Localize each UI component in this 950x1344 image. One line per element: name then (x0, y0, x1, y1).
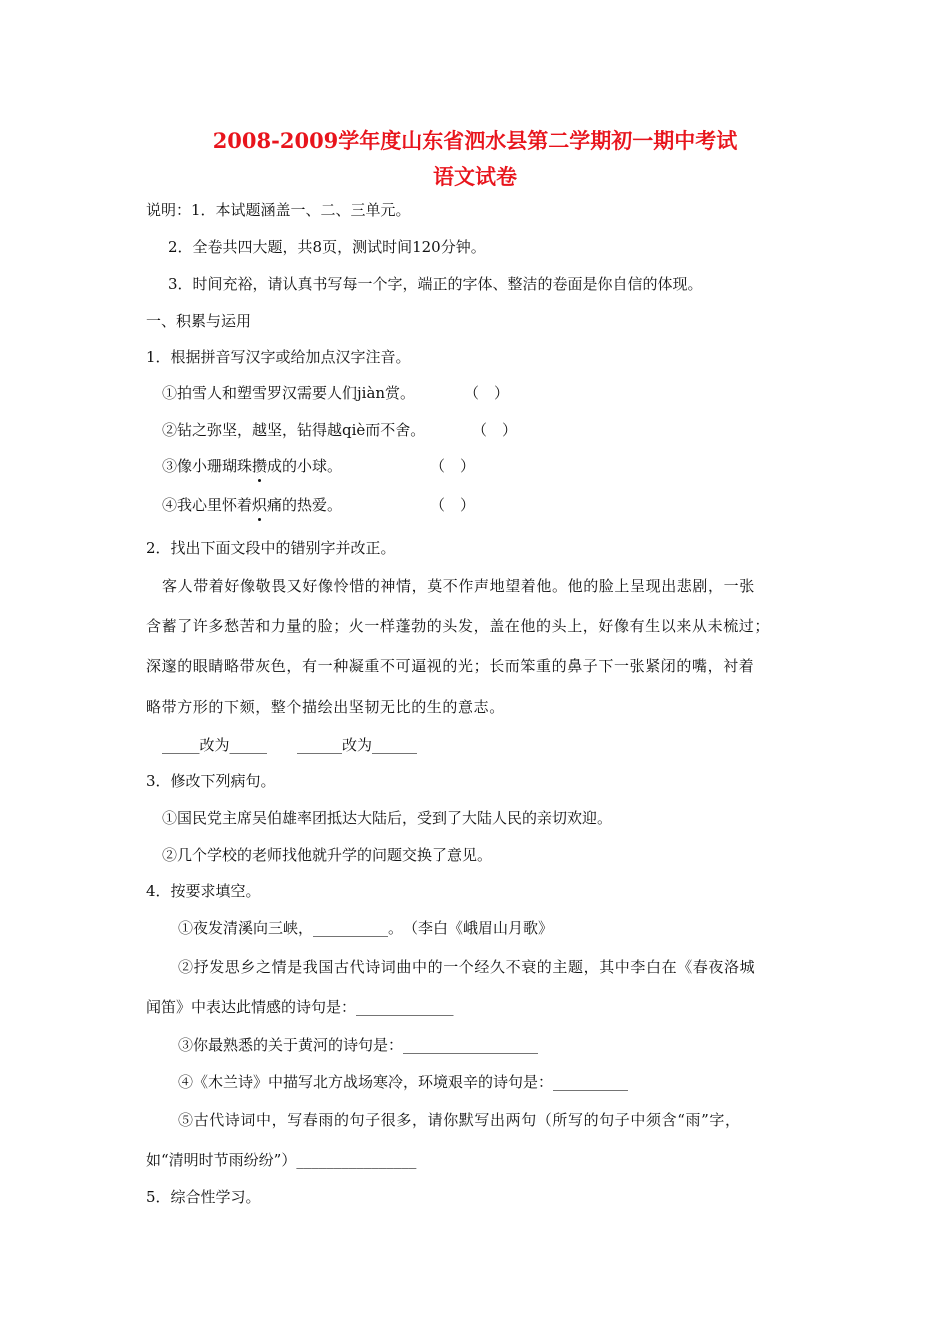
exam-subtitle: 语文试卷 (433, 164, 517, 189)
q4-prompt: 4．按要求填空。 (146, 882, 261, 900)
q1-item-3-text-a: ③像小珊瑚珠 (162, 457, 253, 475)
q1-item-1: ①拍雪人和塑雪罗汉需要人们jiàn赏。 (162, 384, 416, 402)
q1-item-4-text-b: 痛的热爱。 (267, 496, 343, 514)
dotted-character: 炽 (252, 496, 268, 514)
q1-answer-paren-4: （ ） (430, 496, 476, 514)
note-1: 说明：1．本试题涵盖一、二、三单元。 (146, 201, 411, 219)
q2-passage-line-2: 含蓄了许多愁苦和力量的脸；火一样蓬勃的头发，盖在他的头上，好像有生以来从未梳过； (146, 617, 771, 635)
q1-item-4-text-a: ④我心里怀着 (162, 496, 253, 514)
q5-prompt: 5．综合性学习。 (146, 1188, 261, 1206)
q2-passage-line-1: 客人带着好像敬畏又好像怜惜的神情，莫不作声地望着他。他的脸上呈现出悲剧，一张 (162, 577, 755, 595)
q4-item-3: ③你最熟悉的关于黄河的诗句是：__________________ (178, 1036, 539, 1054)
note-3: 3．时间充裕，请认真书写每一个字，端正的字体、整洁的卷面是你自信的体现。 (168, 275, 703, 293)
dotted-character: 攒 (252, 457, 268, 475)
q1-answer-paren-3: （ ） (430, 457, 476, 475)
q1-item-4 (162, 495, 342, 515)
q2-answer-blanks: _____改为_____ ______改为______ (162, 736, 418, 754)
q2-prompt: 2．找出下面文段中的错别字并改正。 (146, 539, 396, 557)
note-2: 2．全卷共四大题，共8页，测试时间120分钟。 (168, 238, 486, 256)
q4-item-2-line-2: 闻笛》中表达此情感的诗句是：_____________ (146, 998, 454, 1016)
q4-item-5-line-1: ⑤古代诗词中，写春雨的句子很多，请你默写出两句（所写的句子中须含“雨”字， (178, 1111, 741, 1129)
q1-item-3-text-b: 成的小球。 (267, 457, 343, 475)
q4-item-5-line-2: 如“清明时节雨纷纷”）________________ (146, 1151, 417, 1169)
q3-item-2: ②几个学校的老师找他就升学的问题交换了意见。 (162, 846, 493, 864)
q1-item-3 (162, 456, 342, 476)
q2-passage-line-3: 深邃的眼睛略带灰色，有一种凝重不可逼视的光；长而笨重的鼻子下一张紧闭的嘴，衬着 (146, 657, 755, 675)
q4-item-1: ①夜发清溪向三峡，__________。 （李白《峨眉山月歌》 (178, 919, 554, 937)
q1-answer-paren-2: （ ） (472, 421, 518, 439)
q2-passage-line-4: 略带方形的下颏，整个描绘出坚韧无比的生的意志。 (146, 698, 505, 716)
q1-answer-paren-1: （ ） (464, 384, 510, 402)
section-heading: 一、积累与运用 (146, 312, 252, 330)
q4-item-2-line-1: ②抒发思乡之情是我国古代诗词曲中的一个经久不衰的主题，其中李白在《春夜洛城 (178, 958, 756, 976)
q3-prompt: 3．修改下列病句。 (146, 772, 276, 790)
exam-title: 2008-2009学年度山东省泗水县第二学期初一期中考试 (212, 128, 738, 153)
q1-prompt: 1．根据拼音写汉字或给加点汉字注音。 (146, 348, 411, 366)
q1-item-2: ②钻之弥坚，越坚，钻得越qiè而不舍。 (162, 421, 426, 439)
q4-item-4: ④《木兰诗》中描写北方战场寒冷，环境艰辛的诗句是：__________ (178, 1073, 629, 1091)
q3-item-1: ①国民党主席吴伯雄率团抵达大陆后，受到了大陆人民的亲切欢迎。 (162, 809, 613, 827)
